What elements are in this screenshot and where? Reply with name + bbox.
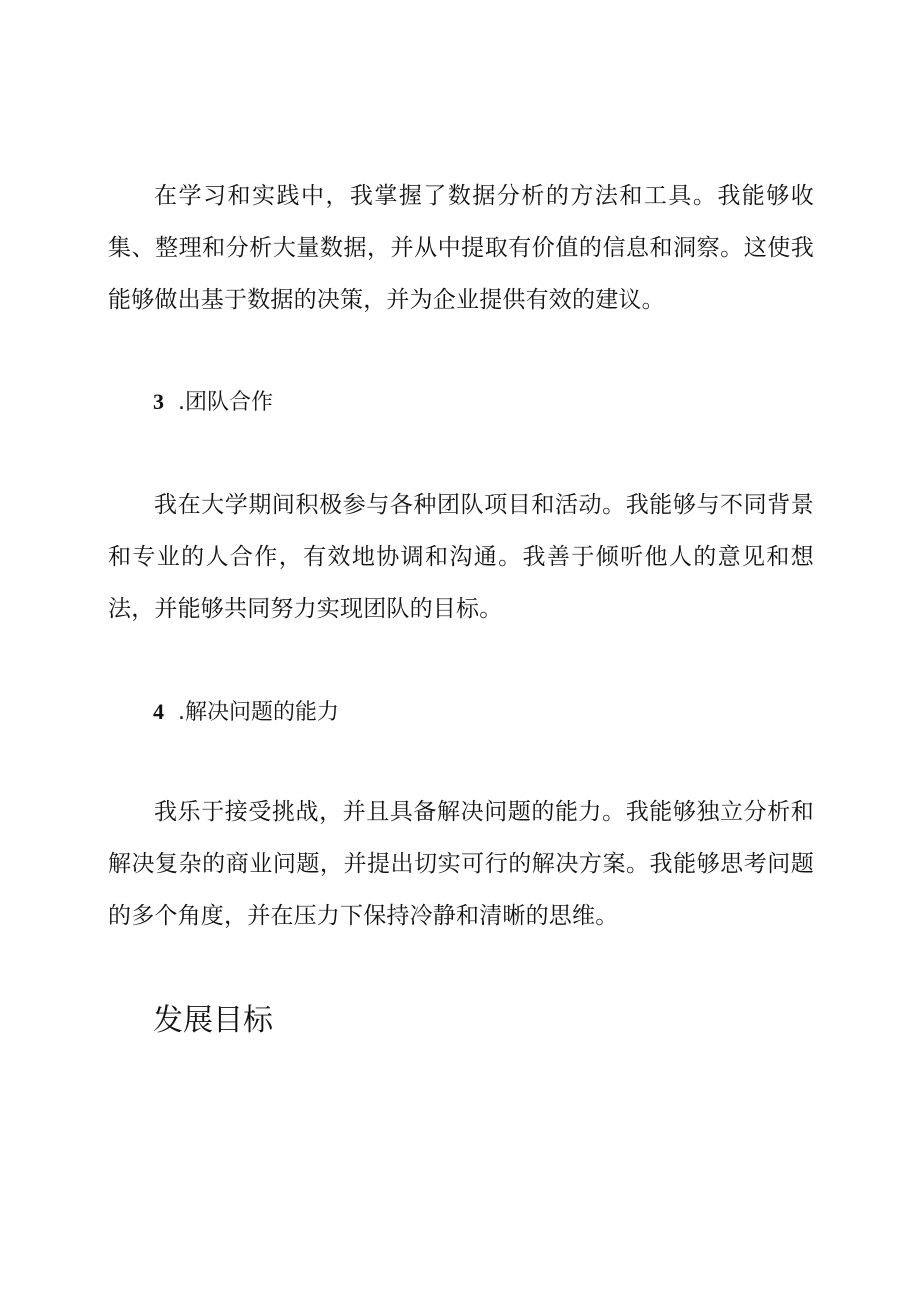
paragraph-problem-solving: 我乐于接受挑战，并且具备解决问题的能力。我能够独立分析和解决复杂的商业问题，并提出切实可行的解决方案。我能够思考问题的多个角度，并在压力下保持冷静和清晰的思维。 <box>108 799 814 929</box>
heading-problem-solving <box>153 697 339 728</box>
heading-teamwork <box>153 387 273 418</box>
paragraph-teamwork: 我在大学期间积极参与各种团队项目和活动。我能够与不同背景和专业的人合作，有效地协调和沟通。我善于倾听他人的意见和想法，并能够共同努力实现团队的目标。 <box>108 492 814 622</box>
heading-number: 4 <box>153 699 164 724</box>
heading-number: 3 <box>153 389 164 414</box>
heading-title: .团队合作 <box>178 390 273 415</box>
paragraph-data-analysis: 在学习和实践中，我掌握了数据分析的方法和工具。我能够收集、整理和分析大量数据，并从中提取有价值的信息和洞察。这使我能够做出基于数据的决策，并为企业提供有效的建议。 <box>108 183 814 313</box>
heading-title: .解决问题的能力 <box>178 700 339 725</box>
section-title-development-goals: 发展目标 <box>153 1003 273 1038</box>
